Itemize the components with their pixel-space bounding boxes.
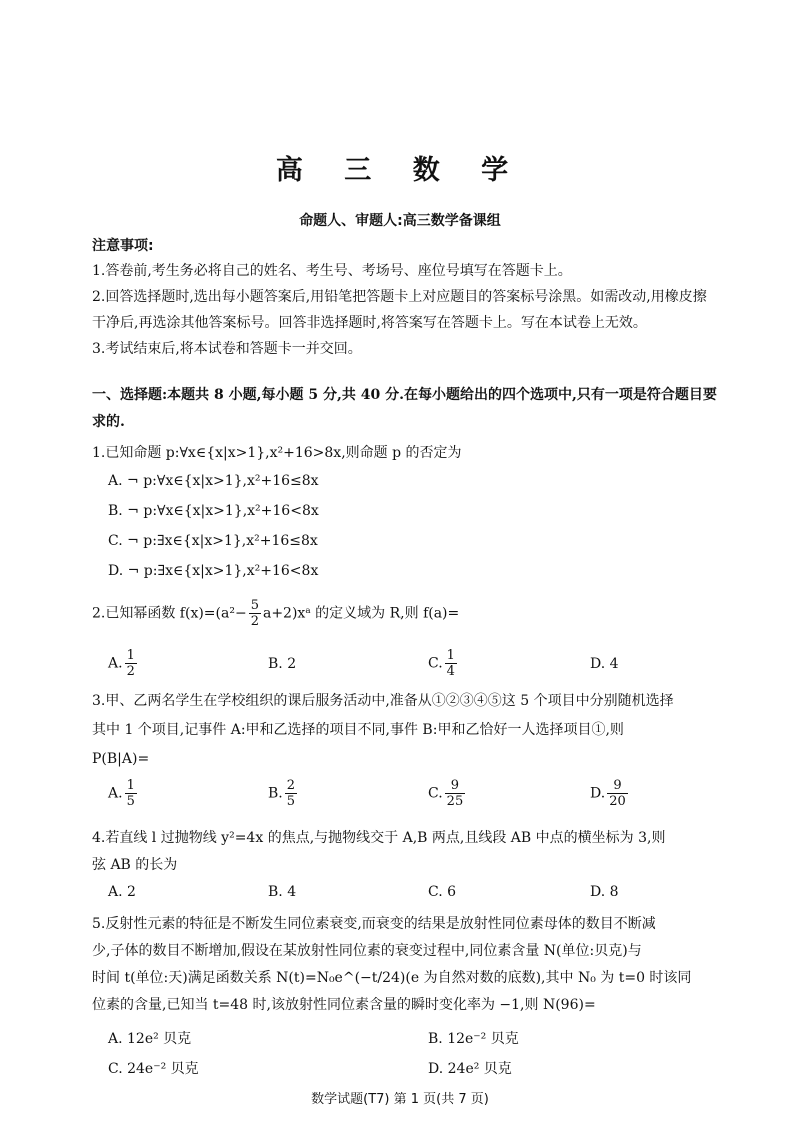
- fraction-numerator: 1: [126, 648, 135, 663]
- question-1-stem: 1.已知命题 p:∀x∈{x|x>1},x²+16>8x,则命题 p 的否定为: [92, 445, 462, 461]
- notice-heading: 注意事项:: [92, 238, 154, 254]
- option-fraction: [445, 648, 457, 679]
- option-fraction: [125, 778, 137, 809]
- question-5-stem-end: 位素的含量,已知当 t=48 时,该放射性同位素含量的瞬时变化率为 −1,则 N(96)=: [92, 997, 596, 1013]
- notice-item: 3.考试结束后,将本试卷和答题卡一并交回。: [92, 341, 362, 357]
- question-2-option-a: [108, 648, 139, 679]
- notice-item: 2.回答选择题时,选出每小题答案后,用铅笔把答题卡上对应题目的答案标号涂黑。如需改动,用橡皮擦: [92, 289, 707, 305]
- question-1-option-b: B. ¬ p:∀x∈{x|x>1},x²+16<8x: [108, 503, 319, 519]
- notice-item: 1.答卷前,考生务必将自己的姓名、考生号、考场号、座位号填写在答题卡上。: [92, 263, 572, 279]
- option-label: A.: [108, 655, 123, 672]
- question-2-stem-pre: 2.已知幂函数 f(x)=(a²−: [92, 605, 247, 622]
- option-label: A.: [108, 785, 123, 802]
- question-4-option-c: C. 6: [428, 884, 457, 900]
- fraction-denominator: 5: [286, 794, 296, 809]
- question-2-option-c: [428, 648, 459, 679]
- fraction-numerator: 9: [445, 778, 466, 794]
- question-4-stem-cont: 弦 AB 的长为: [92, 857, 178, 873]
- page-subtitle: 命题人、审题人:高三数学备课组: [299, 213, 501, 229]
- option-fraction: [285, 778, 297, 809]
- option-label: B.: [268, 785, 283, 802]
- fraction-numerator: 1: [126, 778, 135, 793]
- fraction-numerator: 5: [250, 598, 259, 613]
- question-4-option-a: A. 2: [108, 884, 136, 900]
- fraction-numerator: 2: [286, 778, 296, 793]
- question-5-stem-cont: 少,子体的数目不断增加,假设在某放射性同位素的衰变过程中,同位素含量 N(单位:贝克)与: [92, 943, 642, 959]
- fraction-denominator: 25: [446, 794, 464, 809]
- page-footer: 数学试题(T7) 第 1 页(共 7 页): [311, 1092, 489, 1107]
- question-2-fraction: [249, 598, 261, 629]
- question-1-option-c: C. ¬ p:∃x∈{x|x>1},x²+16≤8x: [108, 533, 318, 549]
- question-4-option-d: D. 8: [590, 884, 619, 900]
- question-5-stem: 5.反射性元素的特征是不断发生同位素衰变,而衰变的结果是放射性同位素母体的数目不断减: [92, 916, 656, 932]
- fraction-denominator: 5: [126, 794, 135, 809]
- question-3-stem-end: P(B|A)=: [92, 751, 150, 767]
- question-3-option-d: [590, 778, 630, 809]
- question-5-stem-cont: 时间 t(单位:天)满足函数关系 N(t)=N₀e^(−t/24)(e 为自然对数的底数),其中 N₀ 为 t=0 时该同: [92, 970, 692, 986]
- question-5-option-d: D. 24e² 贝克: [428, 1061, 512, 1077]
- option-label: C.: [428, 785, 443, 802]
- question-3-stem: 3.甲、乙两名学生在学校组织的课后服务活动中,准备从①②③④⑤这 5 个项目中分别随机选择: [92, 693, 674, 709]
- question-2-stem: [92, 598, 459, 629]
- question-5-option-a: A. 12e² 贝克: [108, 1031, 192, 1047]
- option-fraction: [125, 648, 137, 679]
- option-label: D.: [590, 785, 606, 802]
- section-heading: 一、选择题:本题共 8 小题,每小题 5 分,共 40 分.在每小题给出的四个选项中,只有一项是符合题目要: [92, 387, 717, 403]
- fraction-numerator: 1: [446, 648, 455, 663]
- option-label: C.: [428, 655, 443, 672]
- question-2-stem-post: a+2)xᵃ 的定义域为 R,则 f(a)=: [262, 605, 460, 622]
- question-3-option-b: [268, 778, 299, 809]
- question-3-option-c: [428, 778, 467, 809]
- fraction-denominator: 20: [609, 794, 626, 809]
- page-title: 高 三 数 学: [275, 155, 525, 186]
- question-2-option-d: D. 4: [590, 656, 619, 672]
- question-2-option-b: B. 2: [268, 656, 297, 672]
- fraction-denominator: 4: [446, 664, 455, 679]
- notice-item: 干净后,再选涂其他答案标号。回答非选择题时,将答案写在答题卡上。写在本试卷上无效。: [92, 315, 647, 331]
- option-fraction: [607, 778, 628, 809]
- section-heading-cont: 求的.: [92, 414, 125, 430]
- fraction-numerator: 9: [607, 778, 628, 794]
- question-4-stem: 4.若直线 l 过抛物线 y²=4x 的焦点,与抛物线交于 A,B 两点,且线段 AB 中点的横坐标为 3,则: [92, 830, 666, 846]
- question-3-option-a: [108, 778, 139, 809]
- option-fraction: [445, 778, 466, 809]
- fraction-denominator: 2: [250, 614, 259, 629]
- question-1-option-d: D. ¬ p:∃x∈{x|x>1},x²+16<8x: [108, 563, 319, 579]
- question-3-stem-cont: 其中 1 个项目,记事件 A:甲和乙选择的项目不同,事件 B:甲和乙恰好一人选择项目①,则: [92, 722, 624, 738]
- question-4-option-b: B. 4: [268, 884, 297, 900]
- fraction-denominator: 2: [126, 664, 135, 679]
- question-5-option-c: C. 24e⁻² 贝克: [108, 1061, 199, 1077]
- question-1-option-a: A. ¬ p:∀x∈{x|x>1},x²+16≤8x: [108, 473, 319, 489]
- question-5-option-b: B. 12e⁻² 贝克: [428, 1031, 519, 1047]
